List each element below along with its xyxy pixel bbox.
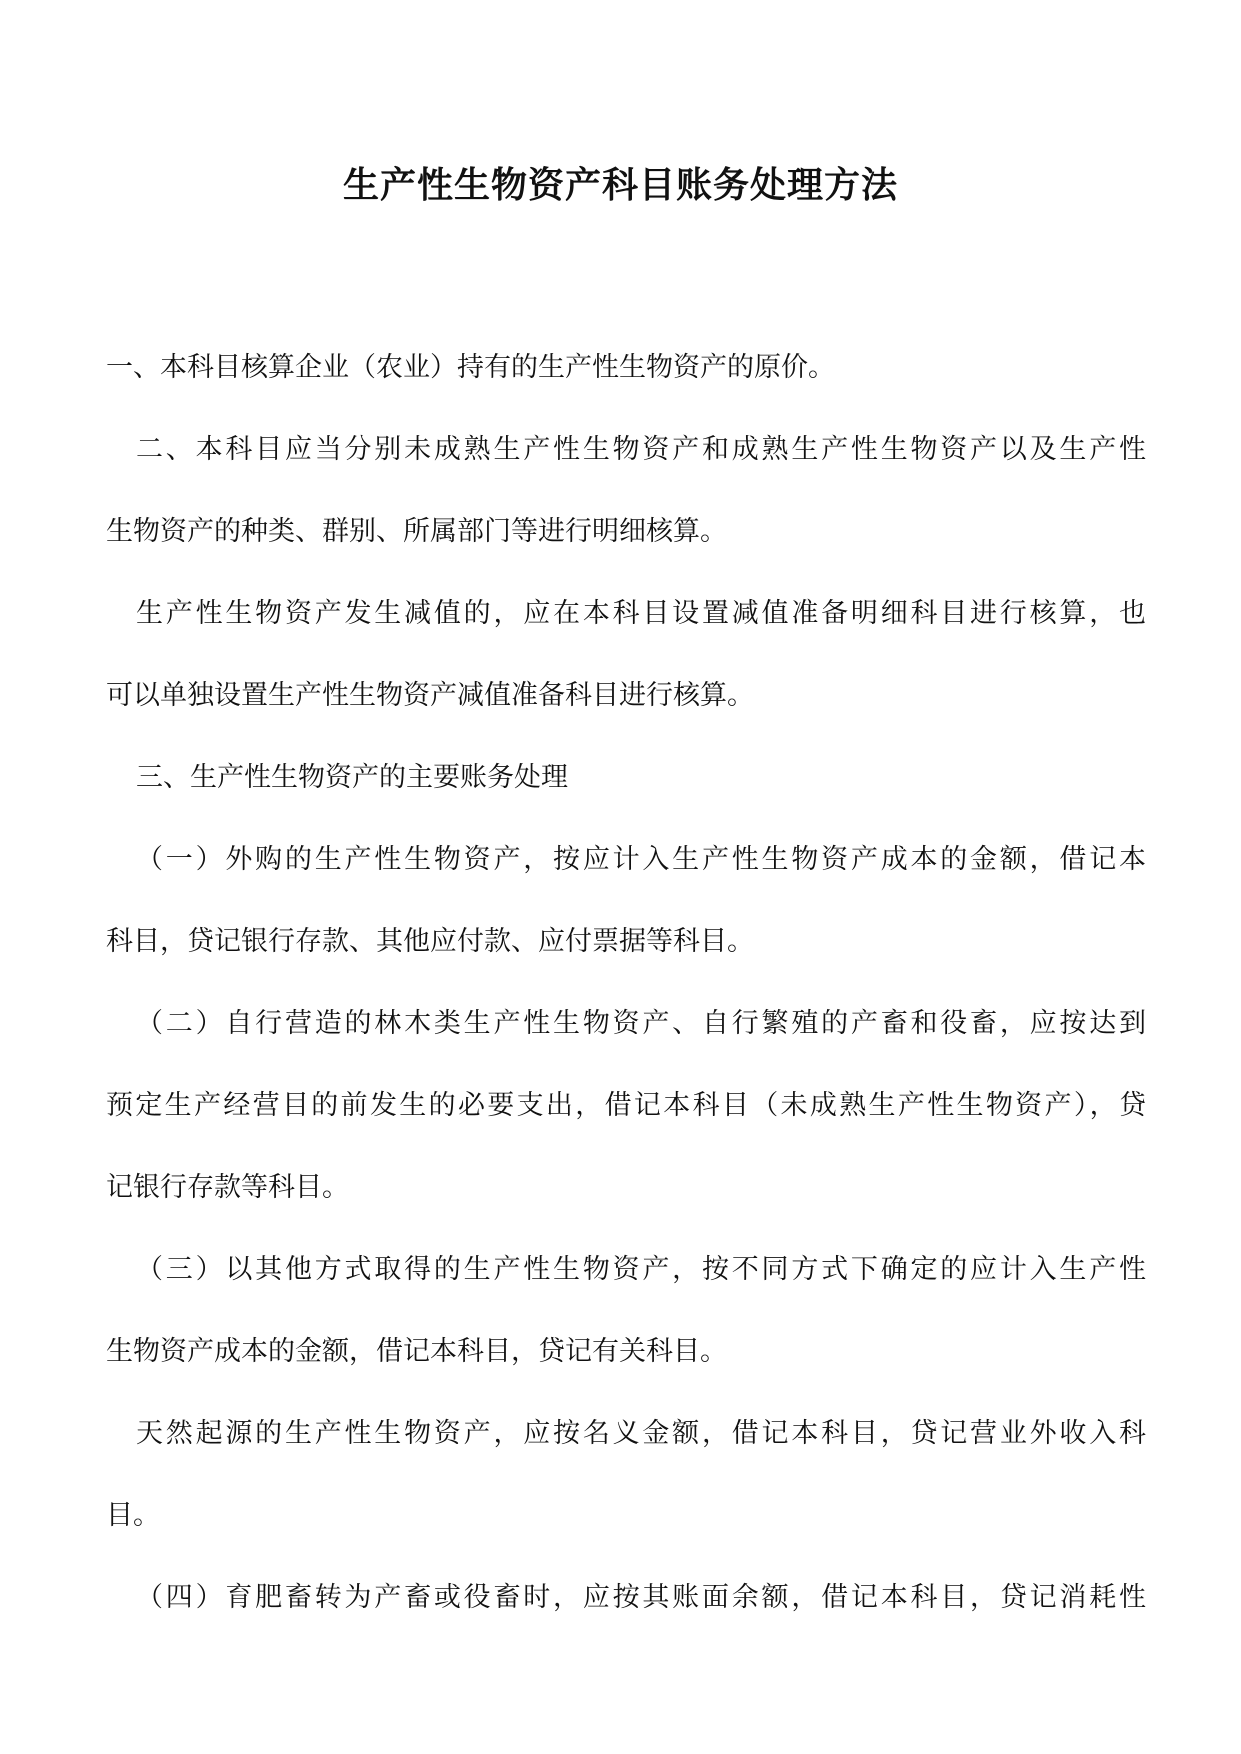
paragraph-line-1: 一、本科目核算企业（农业）持有的生产性生物资产的原价。 bbox=[106, 352, 835, 383]
paragraph-line-5: 可以单独设置生产性生物资产减值准备科目进行核算。 bbox=[106, 680, 754, 711]
paragraph-line-11: 记银行存款等科目。 bbox=[106, 1172, 349, 1203]
paragraph-line-12: （三）以其他方式取得的生产性生物资产，按不同方式下确定的应计入生产性 bbox=[136, 1254, 1146, 1285]
paragraph-line-15: 目。 bbox=[106, 1500, 160, 1531]
paragraph-line-10: 预定生产经营目的前发生的必要支出，借记本科目（未成熟生产性生物资产），贷 bbox=[106, 1090, 1146, 1121]
document-title: 生产性生物资产科目账务处理方法 bbox=[342, 165, 898, 206]
paragraph-line-2: 二、本科目应当分别未成熟生产性生物资产和成熟生产性生物资产以及生产性 bbox=[136, 434, 1146, 465]
paragraph-line-9: （二）自行营造的林木类生产性生物资产、自行繁殖的产畜和役畜，应按达到 bbox=[136, 1008, 1146, 1039]
paragraph-line-16: （四）育肥畜转为产畜或役畜时，应按其账面余额，借记本科目，贷记消耗性 bbox=[136, 1582, 1146, 1613]
paragraph-line-4: 生产性生物资产发生减值的，应在本科目设置减值准备明细科目进行核算，也 bbox=[136, 598, 1146, 629]
paragraph-line-8: 科目，贷记银行存款、其他应付款、应付票据等科目。 bbox=[106, 926, 754, 957]
paragraph-line-3: 生物资产的种类、群别、所属部门等进行明细核算。 bbox=[106, 516, 727, 547]
paragraph-line-14: 天然起源的生产性生物资产，应按名义金额，借记本科目，贷记营业外收入科 bbox=[136, 1418, 1146, 1449]
paragraph-line-13: 生物资产成本的金额，借记本科目，贷记有关科目。 bbox=[106, 1336, 727, 1367]
paragraph-line-7: （一）外购的生产性生物资产，按应计入生产性生物资产成本的金额，借记本 bbox=[136, 844, 1146, 875]
section-heading-3: 三、生产性生物资产的主要账务处理 bbox=[136, 762, 568, 793]
